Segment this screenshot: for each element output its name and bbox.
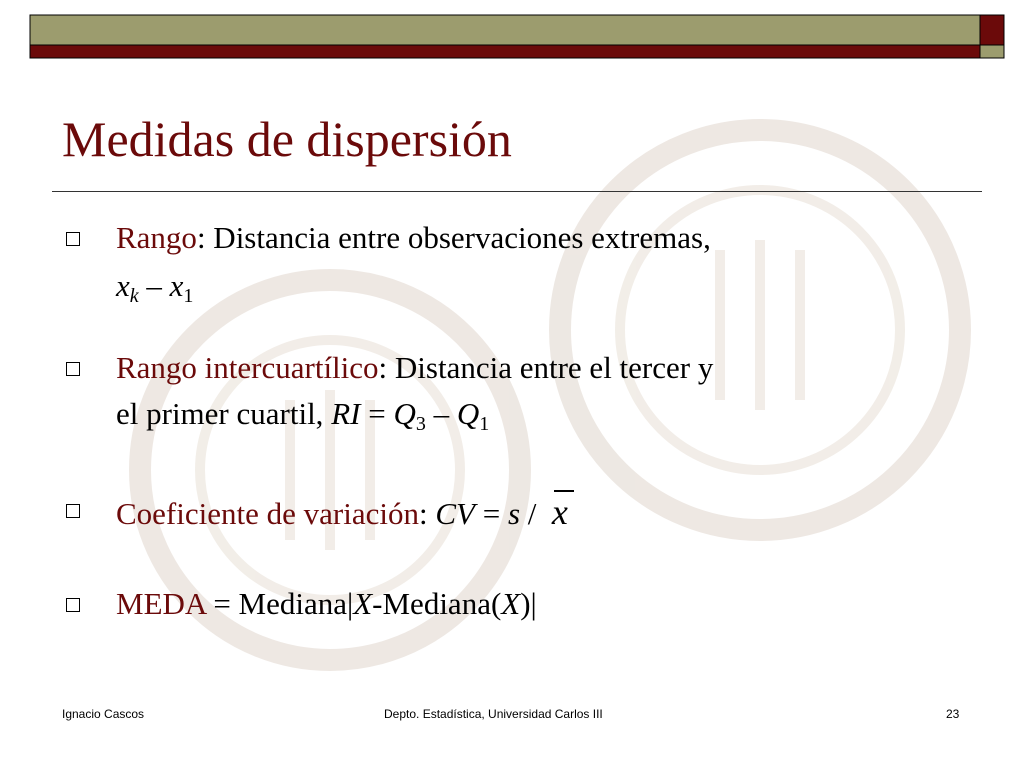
bullet-text: : Distancia entre el tercer y — [378, 350, 714, 385]
term-rango: Rango — [116, 220, 197, 255]
x-bar-symbol: x — [552, 494, 568, 530]
bullet-rango-intercuartilico-line2: el primer cuartil, RI = $Q_3 - Q_1$ — [116, 396, 490, 435]
term-coeficiente-variacion: Coeficiente de variación — [116, 496, 419, 531]
slide-title: Medidas de dispersión — [62, 111, 512, 167]
footer-department: Depto. Estadística, Universidad Carlos III — [384, 707, 603, 721]
footer-author: Ignacio Cascos — [62, 707, 145, 721]
bullet-square-icon — [66, 232, 80, 246]
bullet-rango — [116, 222, 711, 253]
footer-page-number: 23 — [946, 707, 960, 721]
bullet-meda: MEDA = Mediana|X-Mediana(X)| — [116, 586, 537, 621]
formula-rango: $x_k - x_1$ — [116, 268, 194, 307]
bullet-square-icon — [66, 598, 80, 612]
bullet-square-icon — [66, 504, 80, 518]
title-divider — [52, 191, 982, 192]
header-band — [0, 0, 1024, 70]
term-rango-intercuartilico: Rango intercuartílico — [116, 350, 379, 385]
term-meda: MEDA — [116, 586, 206, 621]
bullet-coeficiente-variacion: Coeficiente de variación: CV = s / x — [116, 494, 568, 530]
bullet-rango-intercuartilico — [116, 352, 713, 383]
bullet-square-icon — [66, 362, 80, 376]
bullet-text: : Distancia entre observaciones extremas, — [196, 220, 711, 255]
